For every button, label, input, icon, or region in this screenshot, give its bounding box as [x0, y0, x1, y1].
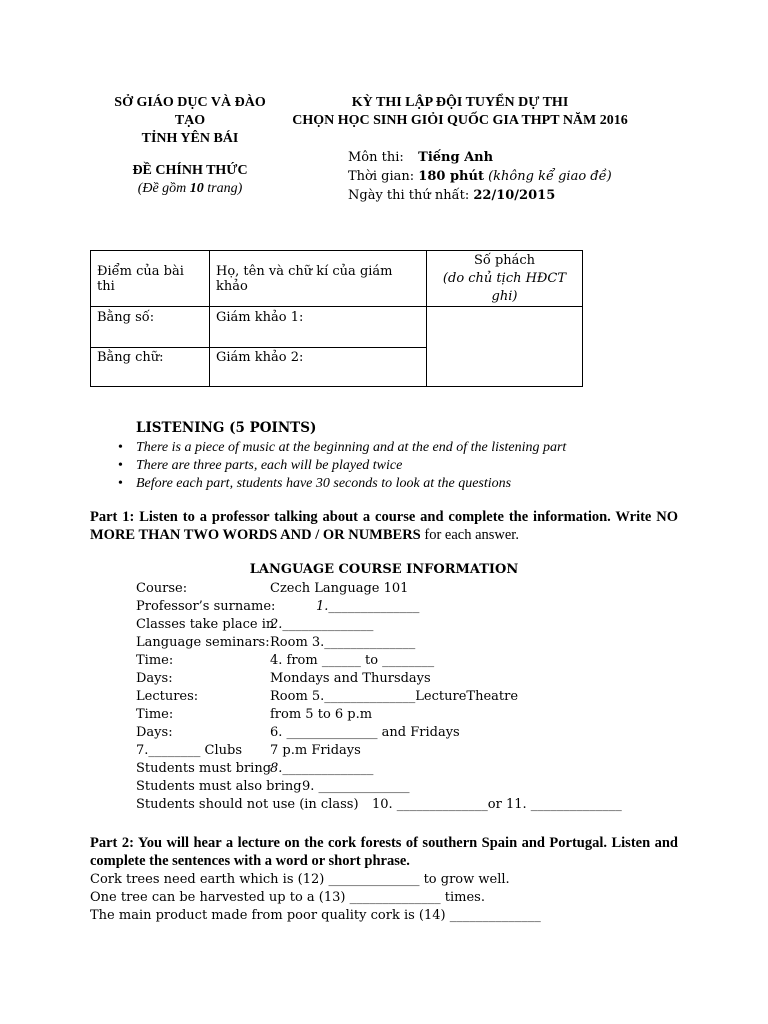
score-number-field[interactable]: Bằng số:	[91, 307, 210, 348]
date-value: 22/10/2015	[473, 188, 556, 203]
department-header	[100, 94, 280, 198]
subject-value: Tiếng Anh	[418, 150, 494, 165]
province-name: TỈNH YÊN BÁI	[141, 131, 239, 146]
exam-title	[280, 94, 640, 130]
part2-question-13[interactable]: One tree can be harvested up to a (13) ______________ times.	[90, 890, 485, 905]
exam-title-line1: KỲ THI LẬP ĐỘI TUYỂN DỰ THI	[351, 95, 569, 110]
listening-title: LISTENING (5 POINTS)	[136, 420, 317, 436]
subject-row: Môn thi: Tiếng Anh	[348, 150, 494, 165]
examiner1-field[interactable]: Giám khảo 1:	[210, 307, 427, 348]
exam-info	[348, 148, 612, 205]
grading-table	[90, 250, 583, 387]
time-row: Thời gian: 180 phút (không kể giao đề)	[348, 169, 612, 184]
code-cell[interactable]	[427, 307, 583, 387]
exam-title-line2: CHỌN HỌC SINH GIỎI QUỐC GIA THPT NĂM 2016	[292, 113, 628, 128]
time-value: 180 phút	[418, 169, 484, 184]
score-header: Điểm của bài thi	[91, 251, 210, 307]
course-info-title: LANGUAGE COURSE INFORMATION	[249, 562, 519, 577]
examiner2-field[interactable]: Giám khảo 2:	[210, 348, 427, 387]
part1-instructions: Part 1: Listen to a professor talking about a course and complete the information. Write NO MORE THAN TWO WORDS AND / OR NUMBERS for each answer.	[90, 509, 678, 543]
examiner-header: Họ, tên và chữ kí của giám khảo	[210, 251, 427, 307]
date-row: Ngày thi thứ nhất: 22/10/2015	[348, 188, 556, 203]
instruction-item: • Before each part, students have 30 seconds to look at the questions	[118, 475, 566, 493]
part2-question-14[interactable]: The main product made from poor quality cork is (14) ______________	[90, 908, 541, 923]
page-count: (Đề gồm 10 trang)	[137, 181, 243, 196]
department-line2: TẠO	[174, 113, 206, 128]
listening-instructions	[118, 439, 566, 493]
instruction-item: • There is a piece of music at the beginning and at the end of the listening part	[118, 439, 566, 457]
instruction-item: • There are three parts, each will be played twice	[118, 457, 566, 475]
score-words-field[interactable]: Bằng chữ:	[91, 348, 210, 387]
department-line1: SỞ GIÁO DỤC VÀ ĐÀO	[114, 95, 266, 110]
part2-question-12[interactable]: Cork trees need earth which is (12) ______________ to grow well.	[90, 872, 510, 887]
part2-instructions: Part 2: You will hear a lecture on the cork forests of southern Spain and Portugal. Listen and complete the sentences with a word or short phrase.	[90, 835, 678, 869]
official-label: ĐỀ CHÍNH THỨC	[132, 163, 248, 178]
code-header: Số phách (do chủ tịch HĐCT ghi)	[427, 251, 583, 307]
